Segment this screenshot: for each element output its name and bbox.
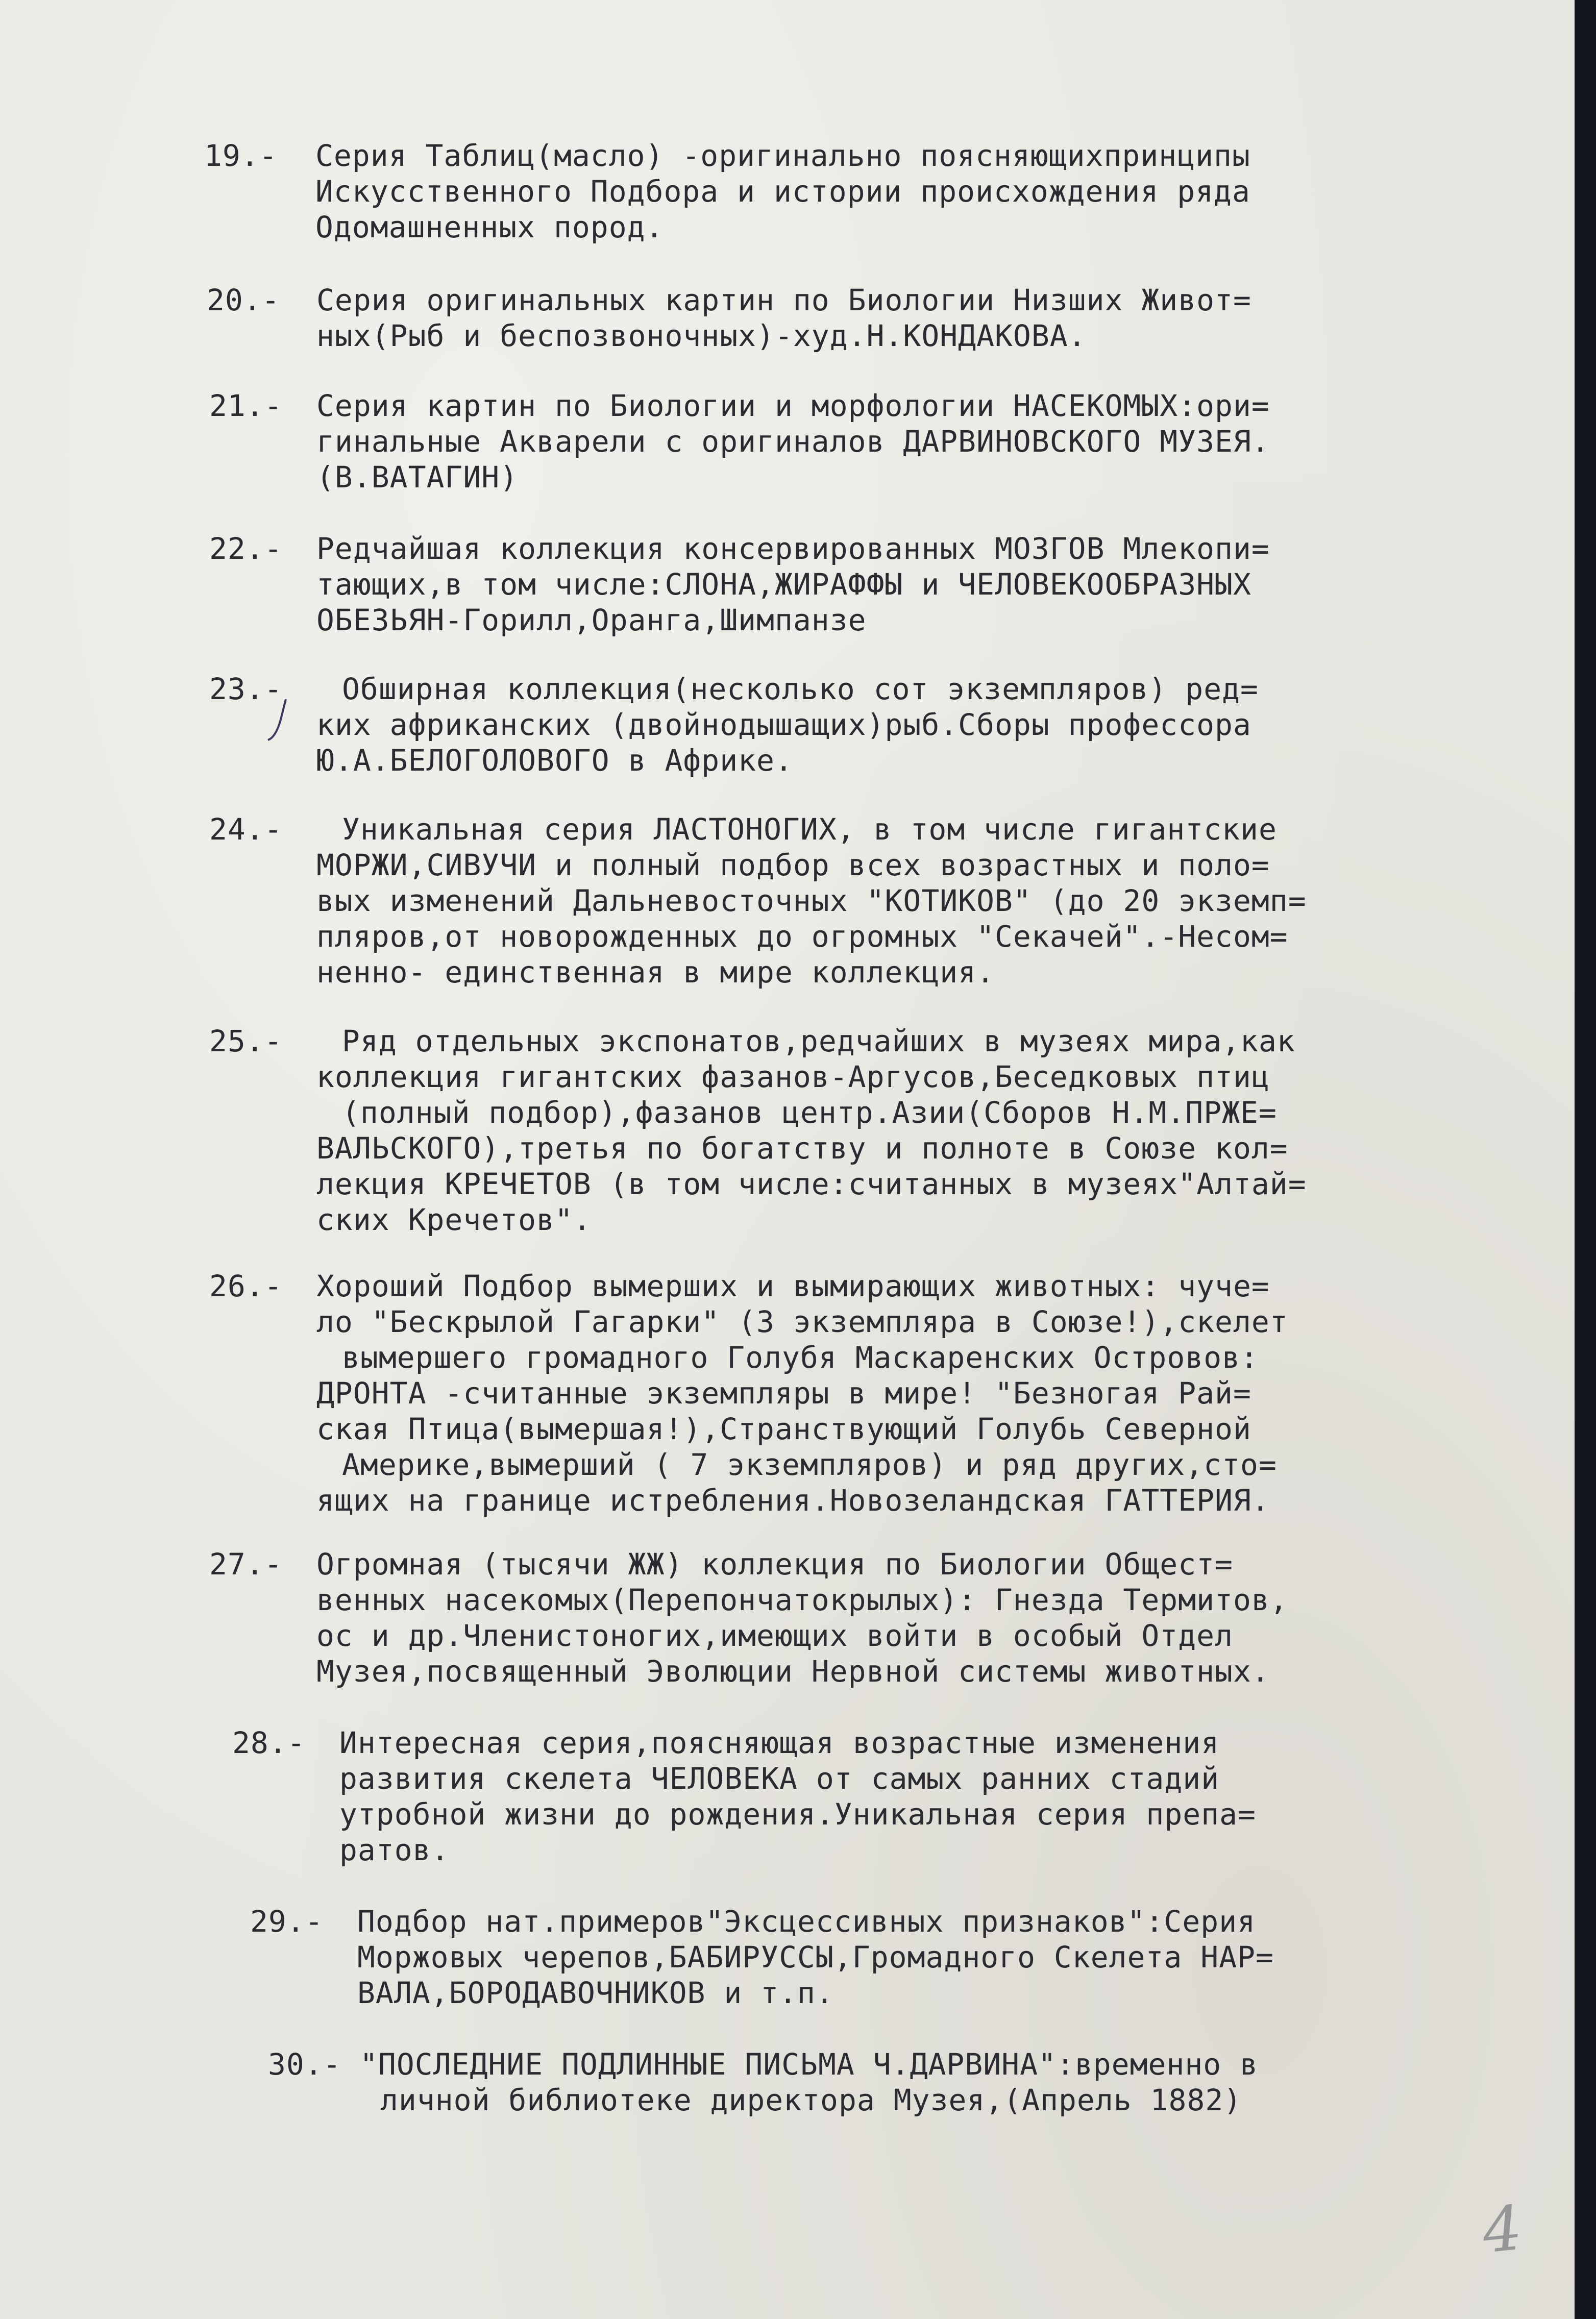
- handwritten-page-number: 4: [1479, 2192, 1526, 2267]
- item-number: 26.-: [209, 1269, 283, 1303]
- item-line: "ПОСЛЕДНИЕ ПОДЛИННЫЕ ПИСЬМА Ч.ДАРВИНА":временно в: [360, 2047, 1259, 2082]
- item-line: ДРОНТА -считанные экземпляры в мире! "Безногая Рай=: [316, 1376, 1251, 1411]
- item-line: коллекция гигантских фазанов-Аргусов,Беседковых птиц: [316, 1059, 1270, 1094]
- item-line: Подбор нат.примеров"Эксцессивных признаков":Серия: [357, 1904, 1256, 1939]
- item-number: 27.-: [209, 1547, 283, 1582]
- item-line: ненно- единственная в мире коллекция.: [316, 955, 995, 990]
- item-line: ских Кречетов".: [316, 1202, 592, 1237]
- item-line: ская Птица(вымершая!),Странствующий Голубь Северной: [316, 1412, 1251, 1446]
- item-line: венных насекомых(Перепончатокрылых): Гнезда Термитов,: [316, 1583, 1288, 1617]
- item-line: Ю.А.БЕЛОГОЛОВОГО в Африке.: [316, 743, 793, 778]
- item-line: Музея,посвященный Эволюции Нервной системы животных.: [316, 1654, 1270, 1689]
- item-line: лекция КРЕЧЕТОВ (в том числе:считанных в музеях"Алтай=: [316, 1167, 1307, 1201]
- item-line: ло "Бескрылой Гагарки" (3 экземпляра в Союзе!),скелет: [316, 1304, 1288, 1339]
- item-line: вымершего громадного Голубя Маскаренских Островов:: [342, 1340, 1259, 1375]
- item-line: МОРЖИ,СИВУЧИ и полный подбор всех возрастных и поло=: [316, 848, 1270, 882]
- item-line: ких африканских (двойнодышащих)рыб.Сборы профессора: [316, 707, 1251, 742]
- item-line: тающих,в том числе:СЛОНА,ЖИРАФФЫ и ЧЕЛОВЕКООБРАЗНЫХ: [316, 567, 1251, 602]
- item-line: Серия Таблиц(масло) -оригинально поясняющихпринципы: [315, 138, 1250, 173]
- item-number: 25.-: [209, 1024, 283, 1058]
- item-line: Редчайшая коллекция консервированных МОЗГОВ Млекопи=: [316, 531, 1270, 566]
- item-line: ОБЕЗЬЯН-Горилл,Оранга,Шимпанзе: [316, 603, 867, 637]
- item-line: Обширная коллекция(несколько сот экземпляров) ред=: [342, 672, 1259, 706]
- item-line: Ряд отдельных экспонатов,редчайших в музеях мира,как: [342, 1024, 1295, 1058]
- item-number: 22.-: [209, 531, 283, 566]
- item-line: Хороший Подбор вымерших и вымирающих животных: чуче=: [316, 1269, 1270, 1303]
- item-line: Уникальная серия ЛАСТОНОГИХ, в том числе гигантские: [342, 812, 1277, 847]
- item-line: Огромная (тысячи ЖЖ) коллекция по Биологии Общест=: [316, 1547, 1233, 1582]
- handwritten-check-mark: [265, 697, 296, 743]
- item-number: 24.-: [209, 812, 283, 847]
- scan-background-edge: [1575, 0, 1596, 2319]
- item-number: 30.-: [268, 2047, 341, 2082]
- item-number: 23.-: [209, 672, 283, 706]
- item-line: Одомашненных пород.: [315, 210, 664, 244]
- item-line: ратов.: [339, 1833, 450, 1867]
- item-line: Интересная серия,поясняющая возрастные изменения: [339, 1725, 1220, 1760]
- item-line: пляров,от новорожденных до огромных "Секачей".-Несом=: [316, 919, 1288, 954]
- item-line: Моржовых черепов,БАБИРУССЫ,Громадного Скелета НАР=: [357, 1940, 1274, 1975]
- item-number: 19.-: [204, 138, 278, 173]
- item-line: ВАЛА,БОРОДАВОЧНИКОВ и т.п.: [357, 1976, 834, 2010]
- item-line: ВАЛЬСКОГО),третья по богатству и полноте в Союзе кол=: [316, 1131, 1288, 1166]
- item-line: ос и др.Членистоногих,имеющих войти в особый Отдел: [316, 1618, 1233, 1653]
- item-line: ных(Рыб и беспозвоночных)-худ.Н.КОНДАКОВА.: [316, 318, 1087, 353]
- item-line: ящих на границе истребления.Новозеландская ГАТТЕРИЯ.: [316, 1483, 1270, 1518]
- item-line: личной библиотеке директора Музея,(Апрель 1882): [380, 2083, 1242, 2117]
- item-number: 29.-: [250, 1904, 324, 1939]
- item-line: Серия оригинальных картин по Биологии Низших Живот=: [316, 283, 1251, 317]
- item-line: гинальные Акварели с оригиналов ДАРВИНОВСКОГО МУЗЕЯ.: [316, 424, 1270, 459]
- item-line: вых изменений Дальневосточных "КОТИКОВ" (до 20 экземп=: [316, 883, 1307, 918]
- item-number: 28.-: [232, 1725, 306, 1760]
- item-line: Искусственного Подбора и истории происхождения ряда: [315, 174, 1250, 209]
- item-line: Америке,вымерший ( 7 экземпляров) и ряд других,сто=: [342, 1447, 1277, 1482]
- item-line: (В.ВАТАГИН): [316, 460, 519, 495]
- item-line: утробной жизни до рождения.Уникальная серия препа=: [339, 1797, 1256, 1832]
- item-number: 21.-: [209, 388, 283, 423]
- item-line: (полный подбор),фазанов центр.Азии(Сборов Н.М.ПРЖЕ=: [342, 1095, 1277, 1130]
- item-line: Серия картин по Биологии и морфологии НАСЕКОМЫХ:ори=: [316, 388, 1270, 423]
- item-line: развития скелета ЧЕЛОВЕКА от самых ранних стадий: [339, 1761, 1220, 1796]
- item-number: 20.-: [207, 283, 280, 317]
